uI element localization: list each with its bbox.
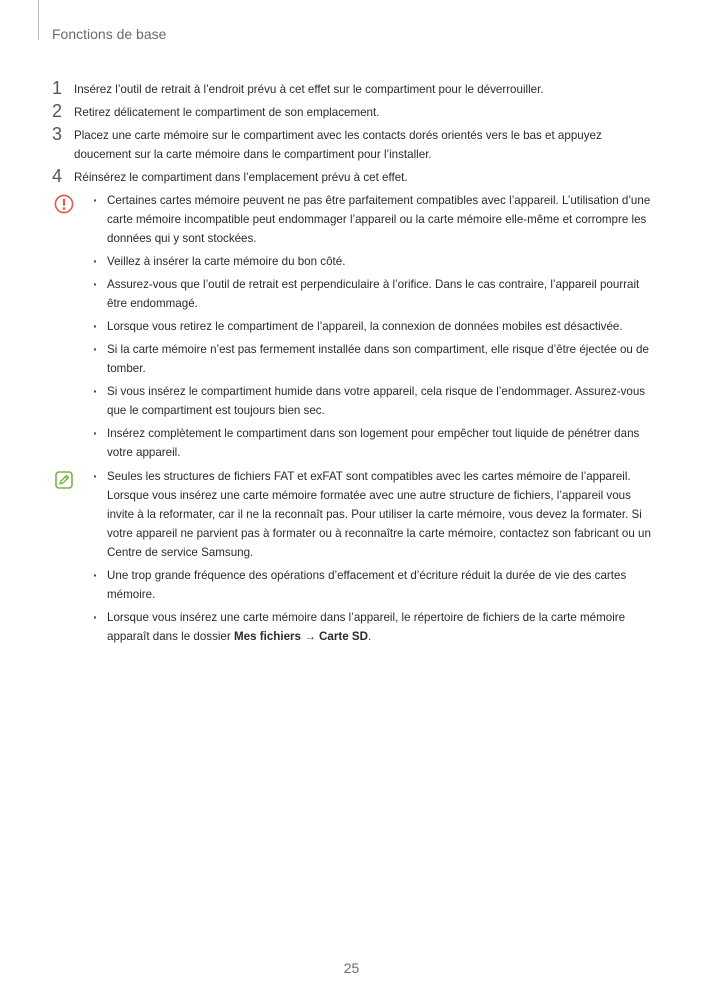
caution-bullet: · Si la carte mémoire n’est pas fermement installée dans son compartiment, elle risque d’être éjectée ou de tomber. — [89, 340, 652, 378]
caution-icon — [54, 194, 74, 214]
section-title: Fonctions de base — [52, 26, 167, 42]
caution-bullet: · Assurez-vous que l’outil de retrait est perpendiculaire à l’orifice. Dans le cas contraire, l’appareil pourrait être endommagé. — [89, 275, 652, 313]
step-3 — [52, 126, 652, 164]
step-number: 2 — [52, 101, 63, 121]
info-bullet-sd-path — [89, 608, 652, 646]
info-bullet: · Une trop grande fréquence des opérations d’effacement et d’écriture réduit la durée de vie des cartes mémoire. — [89, 566, 652, 604]
step-number: 3 — [52, 124, 63, 144]
caution-note — [52, 191, 652, 462]
step-text: Réinsérez le compartiment dans l’emplacement prévu à cet effet. — [74, 171, 408, 184]
info-note — [52, 467, 652, 646]
step-2 — [52, 103, 652, 122]
caution-bullet: · Si vous insérez le compartiment humide dans votre appareil, cela risque de l’endommager. Assurez-vous que le compartiment est toujours bien sec. — [89, 382, 652, 420]
caution-bullet: · Lorsque vous retirez le compartiment de l’appareil, la connexion de données mobiles est désactivée. — [89, 317, 652, 336]
caution-bullet: · Certaines cartes mémoire peuvent ne pas être parfaitement compatibles avec l’appareil. L’utilisation d’une carte mémoire incompatible peut endommager l’appareil ou la carte mémoire elle-même et corrompre les données qui y sont stockées. — [89, 191, 652, 248]
step-text: Insérez l’outil de retrait à l’endroit prévu à cet effet sur le compartiment pour le déverrouiller. — [74, 83, 544, 96]
step-number: 1 — [52, 78, 63, 98]
menu-path-folder: Mes fichiers — [233, 630, 301, 643]
caution-bullet: · Insérez complètement le compartiment dans son logement pour empêcher tout liquide de pénétrer dans votre appareil. — [89, 424, 652, 462]
path-arrow: → — [300, 630, 320, 643]
page-number: 25 — [343, 960, 360, 976]
step-number: 4 — [52, 166, 63, 186]
step-4 — [52, 168, 652, 187]
page-content — [52, 80, 652, 650]
note-pencil-icon — [54, 470, 74, 490]
info-bullet-text: Lorsque vous insérez une carte mémoire dans l’appareil, le répertoire de fichiers de la carte mémoire apparaît dans le dossier — [107, 611, 626, 643]
menu-path-target: Carte SD — [319, 630, 368, 643]
step-1 — [52, 80, 652, 99]
info-bullet: · Seules les structures de fichiers FAT et exFAT sont compatibles avec les cartes mémoire de l’appareil. Lorsque vous insérez une carte mémoire formatée avec une autre structure de fichiers, l’appareil vous invite à la reformater, car il ne la reconnaît pas. Pour utiliser la carte mémoire, vous devez la formater. Si votre appareil ne parvient pas à formater ou à reconnaître la carte mémoire, contactez son fabricant ou un Centre de service Samsung. — [89, 467, 652, 562]
caution-bullet: · Veillez à insérer la carte mémoire du bon côté. — [89, 252, 652, 271]
step-text: Retirez délicatement le compartiment de son emplacement. — [74, 106, 380, 119]
margin-rule — [38, 0, 39, 40]
step-text: Placez une carte mémoire sur le compartiment avec les contacts dorés orientés vers le bas et appuyez doucement sur la carte mémoire dans le compartiment pour l’installer. — [74, 129, 602, 161]
info-bullet-suffix: . — [368, 630, 372, 643]
